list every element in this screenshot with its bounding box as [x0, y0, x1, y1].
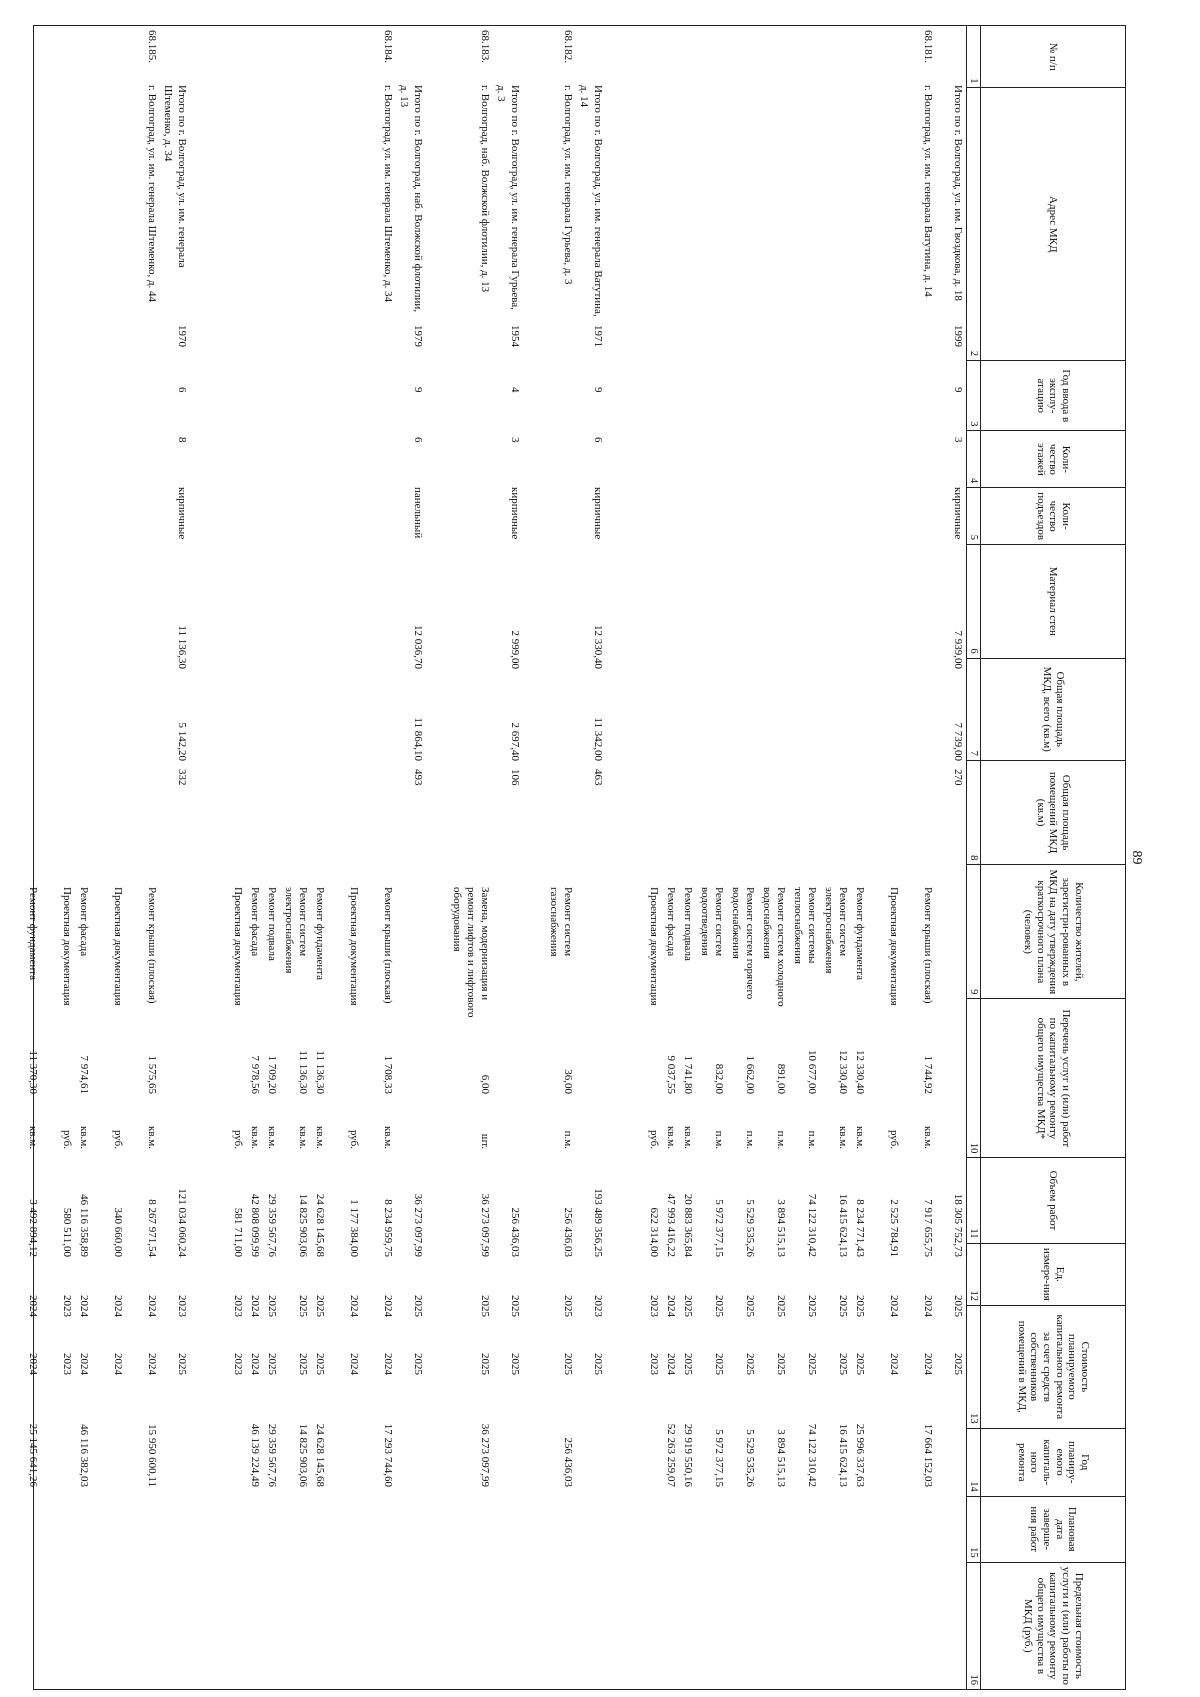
plan-year: 2025 [952, 1295, 964, 1317]
column-header: Адрес МКД [981, 88, 1126, 361]
work-limit: 14 825 903,06 [297, 1423, 309, 1487]
work-end-year: 2024 [78, 1353, 90, 1375]
row-number: 68.184. [382, 30, 394, 63]
work-name: Ремонт систем горячего водоснабжения [730, 887, 756, 1000]
work-end-year: 2025 [682, 1353, 694, 1375]
work-name: Ремонт систем водоотведения [699, 887, 725, 957]
column-number: 1 [967, 26, 981, 88]
column-header: Объем работ [981, 1158, 1126, 1243]
work-unit: кв.м. [266, 1126, 278, 1149]
document-page [27, 25, 1150, 1690]
column-number: 7 [967, 658, 981, 760]
work-unit: п.м. [775, 1130, 787, 1149]
work-cost: 16 415 624,13 [837, 1193, 849, 1257]
work-plan-year: 2023 [61, 1295, 73, 1317]
work-name: Ремонт систем электроснабжения [823, 887, 849, 974]
work-plan-year: 2024 [348, 1295, 360, 1317]
page-number: 89 [1129, 850, 1144, 865]
work-limit: 256 436,03 [562, 1437, 574, 1487]
work-volume: 11 136,30 [314, 1050, 326, 1094]
work-unit: кв.м. [297, 1126, 309, 1149]
work-name: Ремонт систем электроснабжения [283, 887, 309, 974]
work-limit: 17 293 744,60 [382, 1423, 394, 1487]
total-label: Итого по г. Волгоград, наб. Волжской флотилии, д. 13 [398, 85, 424, 313]
work-cost: 340 660,00 [112, 1207, 124, 1257]
work-volume: 1 709,20 [266, 1055, 278, 1094]
plan-year: 2023 [592, 1295, 604, 1317]
entrances: 3 [509, 437, 521, 443]
column-number: 2 [967, 88, 981, 361]
work-plan-year: 2025 [682, 1295, 694, 1317]
work-end-year: 2025 [854, 1353, 866, 1375]
work-unit: руб. [112, 1129, 124, 1149]
work-cost: 7 917 655,75 [922, 1199, 934, 1257]
total-label: Итого по г. Волгоград, ул. им. генерала Ватутина, д. 14 [578, 85, 604, 317]
work-volume: 10 677,00 [806, 1050, 818, 1094]
work-cost: 47 993 416,22 [665, 1193, 677, 1257]
total-cost: 256 436,03 [509, 1207, 521, 1257]
work-end-year: 2025 [479, 1353, 491, 1375]
address: г. Волгоград, ул. им. генерала Штеменко, д. 34 [382, 85, 394, 303]
row-number: 68.183. [479, 30, 491, 63]
work-name: Ремонт системы теплоснабжения [792, 887, 818, 964]
total-cost: 36 273 097,99 [412, 1193, 424, 1257]
row-number: 68.181. [922, 30, 934, 63]
work-unit: кв.м. [837, 1126, 849, 1149]
work-unit: кв.м. [249, 1126, 261, 1149]
work-limit: 46 116 382,03 [78, 1424, 90, 1487]
work-unit: п.м. [562, 1130, 574, 1149]
column-number: 5 [967, 488, 981, 545]
work-name: Замена, модернизация и ремонт лифтов и лифтового оборудования [451, 887, 491, 1018]
work-volume: 12 330,40 [837, 1050, 849, 1094]
work-end-year: 2025 [806, 1353, 818, 1375]
work-cost: 36 273 097,99 [479, 1193, 491, 1257]
work-plan-year: 2025 [854, 1295, 866, 1317]
work-name: Ремонт крыши (плоская) [146, 887, 158, 1004]
end-year: 2025 [592, 1353, 604, 1375]
work-plan-year: 2024 [888, 1295, 900, 1317]
work-limit: 5 529 535,26 [744, 1429, 756, 1487]
column-number: 15 [967, 1496, 981, 1562]
work-unit: кв.м. [854, 1126, 866, 1149]
work-limit: 15 950 600,11 [146, 1424, 158, 1487]
total-label: Итого по г. Волгоград, ул. им. генерала Гурьева, д. 3 [495, 85, 521, 310]
work-name: Проектная документация [112, 887, 124, 1006]
work-name: Проектная документация [348, 887, 360, 1006]
work-plan-year: 2025 [713, 1295, 725, 1317]
work-unit: кв.м. [146, 1126, 158, 1149]
column-header: Материал стен [981, 545, 1126, 659]
work-plan-year: 2025 [806, 1295, 818, 1317]
work-volume: 1 708,33 [382, 1055, 394, 1094]
work-unit: руб. [232, 1129, 244, 1149]
work-end-year: 2025 [314, 1353, 326, 1375]
work-cost: 5 529 535,26 [744, 1199, 756, 1257]
work-name: Ремонт крыши (плоская) [922, 887, 934, 1004]
work-plan-year: 2025 [297, 1295, 309, 1317]
area-premises: 11 864,10 [412, 717, 424, 761]
year-built: 1970 [176, 325, 188, 347]
area-total: 2 999,00 [509, 630, 521, 669]
column-header: Плановая дата заверше-ния работ [981, 1496, 1126, 1562]
column-number: 3 [967, 361, 981, 431]
work-cost: 8 267 971,54 [146, 1199, 158, 1257]
work-cost: 5 972 377,15 [713, 1199, 725, 1257]
work-cost: 2 525 784,91 [888, 1199, 900, 1257]
work-plan-year: 2024 [27, 1295, 39, 1317]
work-end-year: 2024 [27, 1353, 39, 1375]
work-limit: 5 972 377,15 [713, 1429, 725, 1487]
work-plan-year: 2025 [775, 1295, 787, 1317]
floors: 6 [176, 387, 188, 393]
work-end-year: 2025 [744, 1353, 756, 1375]
row-number: 68.185. [146, 30, 158, 63]
row-number: 68.182. [562, 30, 574, 63]
work-end-year: 2024 [888, 1353, 900, 1375]
column-header: Количество жителей, зарегистри-рованных в МКД на дату утверждения краткосрочного плана (человек) [981, 865, 1126, 999]
work-volume: 891,00 [775, 1063, 787, 1094]
work-limit: 46 139 224,49 [249, 1423, 261, 1487]
column-number: 10 [967, 999, 981, 1158]
work-end-year: 2025 [562, 1353, 574, 1375]
work-cost: 1 177 384,00 [348, 1199, 360, 1257]
column-number: 4 [967, 431, 981, 488]
work-end-year: 2024 [146, 1353, 158, 1375]
work-unit: руб. [648, 1129, 660, 1149]
area-total: 12 330,40 [592, 625, 604, 669]
work-plan-year: 2024 [112, 1295, 124, 1317]
entrances: 8 [176, 437, 188, 443]
work-end-year: 2024 [665, 1353, 677, 1375]
column-number: 13 [967, 1306, 981, 1429]
column-header: Предельная стоимость услуги и (или) работы по капитальному ремонту общего имущества в МКД (руб.) [981, 1562, 1126, 1689]
entrances: 6 [592, 437, 604, 443]
work-plan-year: 2025 [266, 1295, 278, 1317]
residents: 270 [952, 769, 964, 786]
work-plan-year: 2023 [232, 1295, 244, 1317]
body-row [34, 26, 967, 1690]
work-end-year: 2024 [249, 1353, 261, 1375]
work-end-year: 2025 [775, 1353, 787, 1375]
work-plan-year: 2025 [314, 1295, 326, 1317]
work-volume: 1 575,65 [146, 1055, 158, 1094]
area-total: 12 036,70 [412, 625, 424, 669]
work-end-year: 2023 [61, 1353, 73, 1375]
work-unit: п.м. [744, 1130, 756, 1149]
work-plan-year: 2023 [648, 1295, 660, 1317]
work-limit: 17 664 152,03 [922, 1423, 934, 1487]
work-unit: п.м. [713, 1130, 725, 1149]
work-unit: кв.м. [78, 1126, 90, 1149]
work-plan-year: 2025 [479, 1295, 491, 1317]
work-limit: 36 273 097,99 [479, 1423, 491, 1487]
work-unit: кв.м. [314, 1126, 326, 1149]
total-label: Итого по г. Волгоград, ул. им. генерала Штеменко, д. 34 [162, 85, 188, 268]
column-header: Стоимость планируемого капитального ремонта за счет средств собственников помещений в МКД, [981, 1306, 1126, 1429]
plan-year: 2025 [509, 1295, 521, 1317]
wall-material: панельный [412, 487, 424, 539]
work-limit: 25 996 337,63 [854, 1423, 866, 1487]
work-cost: 74 122 310,42 [806, 1193, 818, 1257]
column-header: № п/п [981, 26, 1126, 88]
work-cost: 29 359 567,76 [266, 1193, 278, 1257]
work-plan-year: 2024 [922, 1295, 934, 1317]
work-name: Ремонт фасада [78, 887, 90, 957]
total-cost: 121 034 060,24 [176, 1188, 188, 1257]
work-unit: п.м. [806, 1130, 818, 1149]
work-plan-year: 2025 [837, 1295, 849, 1317]
work-limit: 25 145 641,26 [27, 1423, 39, 1487]
column-header: Коли-чество этажей [981, 431, 1126, 488]
work-volume: 6,00 [479, 1074, 491, 1094]
residents: 463 [592, 769, 604, 786]
work-end-year: 2023 [232, 1353, 244, 1375]
work-limit: 24 628 145,68 [314, 1423, 326, 1487]
floors: 9 [952, 387, 964, 393]
work-name: Ремонт фасада [249, 887, 261, 957]
total-cost: 18 305 752,73 [952, 1193, 964, 1257]
work-cost: 46 116 358,89 [78, 1194, 90, 1257]
work-cost: 24 628 145,68 [314, 1193, 326, 1257]
work-limit: 29 919 550,16 [682, 1423, 694, 1487]
work-volume: 11 370,30 [27, 1050, 39, 1094]
work-unit: руб. [61, 1129, 73, 1149]
area-premises: 5 142,20 [176, 722, 188, 761]
area-premises: 2 697,40 [509, 722, 521, 761]
column-number-row [967, 26, 981, 1690]
column-header: Ед. измере-ния [981, 1243, 1126, 1305]
work-cost: 8 234 771,43 [854, 1199, 866, 1257]
work-cost: 580 511,00 [61, 1207, 73, 1257]
column-header: Общая площадь МКД, всего (кв.м) [981, 658, 1126, 760]
work-cost: 581 711,00 [232, 1207, 244, 1257]
wall-material: кирпичные [592, 487, 604, 540]
address: г. Волгоград, ул. им. генерала Гурьева, д. 3 [562, 85, 574, 285]
work-plan-year: 2024 [382, 1295, 394, 1317]
work-plan-year: 2025 [744, 1295, 756, 1317]
area-premises: 7 739,00 [952, 722, 964, 761]
floors: 9 [412, 387, 424, 393]
end-year: 2025 [509, 1353, 521, 1375]
work-name: Ремонт крыши (плоская) [382, 887, 394, 1004]
column-number: 9 [967, 865, 981, 999]
area-premises: 11 342,00 [592, 717, 604, 761]
work-volume: 12 330,40 [854, 1050, 866, 1094]
column-header: Перечень услуг и (или) работ по капитальному ремонту общего имущества МКД* [981, 999, 1126, 1158]
work-name: Ремонт фасада [665, 887, 677, 957]
plan-year: 2023 [176, 1295, 188, 1317]
plan-year: 2025 [412, 1295, 424, 1317]
wall-material: кирпичные [952, 487, 964, 540]
work-name: Ремонт систем холодного водоснабжения [761, 887, 787, 1007]
work-limit: 3 894 515,13 [775, 1429, 787, 1487]
work-unit: руб. [348, 1129, 360, 1149]
column-number: 6 [967, 545, 981, 659]
work-name: Проектная документация [232, 887, 244, 1006]
work-volume: 7 978,56 [249, 1055, 261, 1094]
work-unit: кв.м. [27, 1126, 39, 1149]
work-end-year: 2024 [382, 1353, 394, 1375]
work-cost: 20 883 365,84 [682, 1193, 694, 1257]
work-name: Проектная документация [648, 887, 660, 1006]
year-built: 1999 [952, 325, 964, 347]
wall-material: кирпичные [509, 487, 521, 540]
work-name: Ремонт фундамента [314, 887, 326, 981]
area-total: 11 136,30 [176, 625, 188, 669]
residents: 493 [412, 769, 424, 786]
column-header: Год планиру-емого капиталь-ного ремонта [981, 1428, 1126, 1496]
work-plan-year: 2024 [146, 1295, 158, 1317]
work-volume: 7 974,61 [78, 1055, 90, 1094]
work-name: Ремонт систем газоснабжения [548, 887, 574, 957]
work-plan-year: 2024 [665, 1295, 677, 1317]
column-number: 8 [967, 760, 981, 864]
work-cost: 256 436,03 [562, 1207, 574, 1257]
work-cost: 14 825 903,06 [297, 1193, 309, 1257]
work-volume: 1 744,92 [922, 1055, 934, 1094]
work-end-year: 2023 [648, 1353, 660, 1375]
work-unit: шт. [479, 1133, 491, 1149]
work-end-year: 2025 [297, 1353, 309, 1375]
work-volume: 1 741,80 [682, 1055, 694, 1094]
work-cost: 8 234 959,75 [382, 1199, 394, 1257]
address: г. Волгоград, ул. им. генерала Ватутина, д. 14 [922, 85, 934, 297]
entrances: 3 [952, 437, 964, 443]
work-end-year: 2025 [266, 1353, 278, 1375]
work-end-year: 2025 [837, 1353, 849, 1375]
work-cost: 3 492 894,12 [27, 1199, 39, 1257]
address: г. Волгоград, ул. им. генерала Штеменко, д. 44 [146, 85, 158, 303]
work-name: Ремонт фундамента [854, 887, 866, 981]
work-plan-year: 2025 [562, 1295, 574, 1317]
total-cost: 193 489 356,25 [592, 1188, 604, 1257]
work-limit: 52 263 259,07 [665, 1423, 677, 1487]
work-end-year: 2024 [922, 1353, 934, 1375]
work-unit: кв.м. [922, 1126, 934, 1149]
work-cost: 42 808 099,99 [249, 1193, 261, 1257]
column-header: Общая площадь помещений МКД (кв.м) [981, 760, 1126, 864]
total-label: Итого по г. Волгоград, ул. им. Гвоздкова, д. 18 [952, 85, 964, 301]
header-row [981, 26, 1126, 1690]
column-number: 11 [967, 1158, 981, 1243]
work-unit: кв.м. [665, 1126, 677, 1149]
address: г. Волгоград, наб. Волжской флотилии, д. 13 [479, 85, 491, 293]
work-plan-year: 2024 [249, 1295, 261, 1317]
residents: 332 [176, 769, 188, 786]
work-unit: кв.м. [382, 1126, 394, 1149]
column-header: Год ввода в эксплу-атацию [981, 361, 1126, 431]
work-volume: 9 037,55 [665, 1055, 677, 1094]
work-unit: кв.м. [682, 1126, 694, 1149]
year-built: 1954 [509, 325, 521, 347]
column-number: 16 [967, 1562, 981, 1689]
work-name: Ремонт подвала [266, 887, 278, 961]
column-header: Коли-чество подъездов [981, 488, 1126, 545]
end-year: 2025 [412, 1353, 424, 1375]
work-limit: 74 122 310,42 [806, 1423, 818, 1487]
work-plan-year: 2024 [78, 1295, 90, 1317]
work-cost: 3 894 515,13 [775, 1199, 787, 1257]
work-unit: руб. [888, 1129, 900, 1149]
capital-repair-table [27, 25, 1126, 1690]
work-limit: 29 359 567,76 [266, 1423, 278, 1487]
area-total: 7 939,00 [952, 630, 964, 669]
work-volume: 11 136,30 [297, 1050, 309, 1094]
column-number: 14 [967, 1428, 981, 1496]
work-volume: 36,00 [562, 1069, 574, 1094]
work-name: Проектная документация [888, 887, 900, 1006]
work-name: Ремонт подвала [682, 887, 694, 961]
floors: 9 [592, 387, 604, 393]
work-end-year: 2024 [348, 1353, 360, 1375]
wall-material: кирпичные [176, 487, 188, 540]
year-built: 1971 [592, 325, 604, 347]
column-number: 12 [967, 1243, 981, 1305]
work-limit: 16 415 624,13 [837, 1423, 849, 1487]
work-end-year: 2025 [713, 1353, 725, 1375]
work-volume: 1 662,00 [744, 1055, 756, 1094]
year-built: 1979 [412, 325, 424, 347]
work-cost: 622 314,00 [648, 1207, 660, 1257]
end-year: 2025 [952, 1353, 964, 1375]
residents: 106 [509, 769, 521, 786]
work-end-year: 2024 [112, 1353, 124, 1375]
end-year: 2025 [176, 1353, 188, 1375]
floors: 4 [509, 387, 521, 393]
entrances: 6 [412, 437, 424, 443]
work-name: Ремонт фундамента [27, 887, 39, 981]
work-name: Проектная документация [61, 887, 73, 1006]
work-volume: 832,00 [713, 1063, 725, 1094]
